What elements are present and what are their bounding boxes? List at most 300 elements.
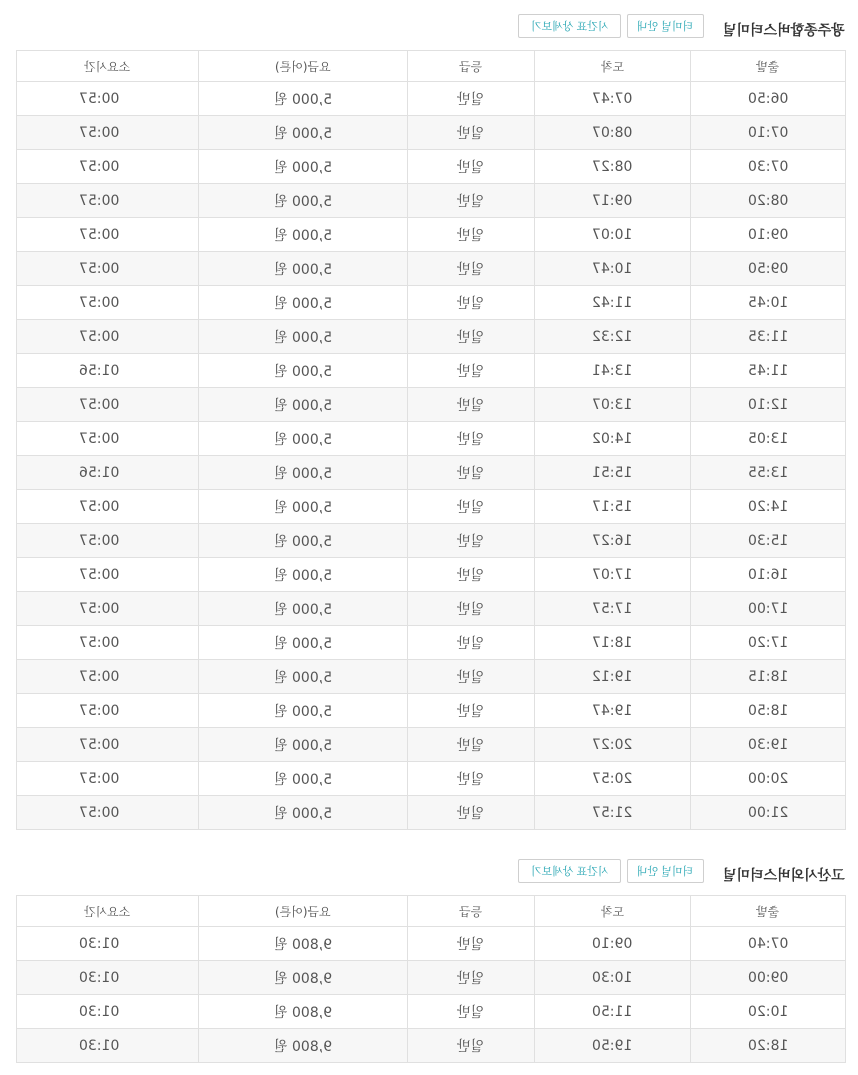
- cell-duration-text: 00:57: [79, 498, 120, 515]
- cell-duration: [17, 995, 199, 1029]
- cell-fare: [199, 184, 408, 218]
- cell-departure-text: 18:15: [747, 668, 788, 685]
- cell-arrival: [535, 558, 691, 592]
- cell-arrival-text: 08:27: [592, 158, 633, 175]
- table-row: [17, 456, 846, 490]
- cell-arrival: [535, 388, 691, 422]
- table-row: [17, 422, 846, 456]
- cell-arrival: [535, 592, 691, 626]
- terminal-title: [723, 20, 845, 40]
- cell-fare-text: 5,000 원: [274, 193, 333, 210]
- cell-grade-text: 일반: [457, 159, 485, 176]
- cell-departure: [691, 150, 846, 184]
- cell-grade-text: 일반: [457, 970, 485, 987]
- cell-arrival-text: 19:47: [592, 702, 633, 719]
- cell-duration-text: 00:57: [79, 702, 120, 719]
- cell-departure-text: 10:45: [747, 294, 788, 311]
- table-row: [17, 660, 846, 694]
- cell-fare-text: 5,000 원: [274, 499, 333, 516]
- cell-fare: [199, 1029, 408, 1063]
- table-row: [17, 388, 846, 422]
- cell-duration-text: 00:57: [79, 532, 120, 549]
- cell-fare: [199, 286, 408, 320]
- cell-departure: [691, 422, 846, 456]
- cell-departure: [691, 558, 846, 592]
- cell-departure-text: 14:20: [747, 498, 788, 515]
- cell-grade: [408, 558, 535, 592]
- timetable-detail-label: 시간표 상세보기: [530, 866, 609, 878]
- cell-fare-text: 5,000 원: [274, 125, 333, 142]
- cell-duration-text: 00:57: [79, 396, 120, 413]
- cell-departure: [691, 927, 846, 961]
- cell-fare: [199, 150, 408, 184]
- col-header-fare: [199, 51, 408, 82]
- cell-duration: [17, 660, 199, 694]
- col-header-fare: [199, 896, 408, 927]
- cell-departure-text: 17:20: [747, 634, 788, 651]
- cell-departure: [691, 1029, 846, 1063]
- cell-duration-text: 00:57: [79, 600, 120, 617]
- cell-grade: [408, 995, 535, 1029]
- col-header-arrival-text: 도착: [600, 59, 625, 74]
- table-row: [17, 728, 846, 762]
- cell-grade: [408, 961, 535, 995]
- cell-arrival-text: 10:47: [592, 260, 633, 277]
- cell-arrival-text: 19:12: [592, 668, 633, 685]
- table-row: [17, 82, 846, 116]
- cell-duration: [17, 422, 199, 456]
- cell-fare-text: 5,000 원: [274, 261, 333, 278]
- cell-duration-text: 00:57: [79, 634, 120, 651]
- cell-grade: [408, 626, 535, 660]
- cell-arrival-text: 09:10: [592, 935, 633, 952]
- cell-fare-text: 9,800 원: [274, 970, 333, 987]
- col-header-fare-text: 요금(어른): [275, 904, 331, 919]
- timetable-body: [17, 82, 846, 830]
- cell-arrival-text: 11:50: [592, 1003, 633, 1020]
- cell-grade: [408, 694, 535, 728]
- cell-arrival: [535, 286, 691, 320]
- cell-departure-text: 13:55: [747, 464, 788, 481]
- cell-arrival: [535, 626, 691, 660]
- cell-arrival-text: 15:17: [592, 498, 633, 515]
- cell-fare: [199, 927, 408, 961]
- cell-fare: [199, 82, 408, 116]
- cell-fare: [199, 995, 408, 1029]
- table-header-row: [17, 51, 846, 82]
- cell-duration: [17, 762, 199, 796]
- table-row: [17, 626, 846, 660]
- cell-fare-text: 5,000 원: [274, 703, 333, 720]
- cell-duration: [17, 694, 199, 728]
- cell-arrival: [535, 320, 691, 354]
- cell-duration-text: 01:30: [79, 1037, 120, 1054]
- cell-arrival: [535, 995, 691, 1029]
- cell-departure: [691, 388, 846, 422]
- cell-grade: [408, 927, 535, 961]
- section-header: [16, 859, 845, 889]
- cell-duration: [17, 82, 199, 116]
- cell-fare-text: 5,000 원: [274, 737, 333, 754]
- cell-arrival-text: 18:17: [592, 634, 633, 651]
- cell-fare: [199, 728, 408, 762]
- col-header-arrival: [535, 51, 691, 82]
- cell-departure: [691, 728, 846, 762]
- cell-fare-text: 5,000 원: [274, 431, 333, 448]
- cell-duration: [17, 320, 199, 354]
- cell-departure: [691, 320, 846, 354]
- cell-departure-text: 07:30: [747, 158, 788, 175]
- table-row: [17, 524, 846, 558]
- cell-grade-text: 일반: [457, 261, 485, 278]
- col-header-duration-text: 소요시간: [84, 904, 131, 919]
- col-header-arrival: [535, 896, 691, 927]
- col-header-arrival-text: 도착: [600, 904, 625, 919]
- cell-grade-text: 일반: [457, 703, 485, 720]
- cell-fare-text: 5,000 원: [274, 465, 333, 482]
- cell-arrival-text: 17:57: [592, 600, 633, 617]
- cell-departure-text: 18:20: [747, 1037, 788, 1054]
- cell-departure-text: 16:10: [747, 566, 788, 583]
- table-row: [17, 694, 846, 728]
- cell-fare: [199, 218, 408, 252]
- cell-grade-text: 일반: [457, 363, 485, 380]
- cell-arrival: [535, 456, 691, 490]
- cell-fare: [199, 388, 408, 422]
- cell-fare: [199, 592, 408, 626]
- cell-departure-text: 07:10: [747, 124, 788, 141]
- cell-arrival: [535, 728, 691, 762]
- timetable: [16, 895, 846, 1063]
- table-row: [17, 252, 846, 286]
- col-header-grade-text: 등급: [459, 904, 483, 919]
- col-header-departure-text: 출발: [756, 59, 780, 74]
- cell-grade-text: 일반: [457, 635, 485, 652]
- cell-fare: [199, 490, 408, 524]
- cell-departure-text: 15:30: [747, 532, 788, 549]
- cell-duration-text: 00:57: [79, 124, 120, 141]
- cell-grade-text: 일반: [457, 397, 485, 414]
- cell-grade-text: 일반: [457, 737, 485, 754]
- table-row: [17, 995, 846, 1029]
- cell-fare: [199, 961, 408, 995]
- cell-arrival: [535, 1029, 691, 1063]
- col-header-departure: [691, 51, 846, 82]
- cell-arrival: [535, 524, 691, 558]
- cell-arrival-text: 17:07: [592, 566, 633, 583]
- timetable: [16, 50, 846, 830]
- cell-grade-text: 일반: [457, 1004, 485, 1021]
- cell-fare-text: 5,000 원: [274, 227, 333, 244]
- col-header-grade: [408, 896, 535, 927]
- cell-fare: [199, 762, 408, 796]
- cell-duration: [17, 927, 199, 961]
- cell-departure: [691, 995, 846, 1029]
- cell-duration: [17, 524, 199, 558]
- table-row: [17, 1029, 846, 1063]
- table-header-row: [17, 896, 846, 927]
- table-row: [17, 961, 846, 995]
- cell-departure-text: 10:20: [747, 1003, 788, 1020]
- cell-departure-text: 11:35: [747, 328, 788, 345]
- cell-grade: [408, 286, 535, 320]
- cell-grade: [408, 422, 535, 456]
- cell-duration: [17, 116, 199, 150]
- cell-grade: [408, 184, 535, 218]
- cell-fare: [199, 354, 408, 388]
- col-header-grade: [408, 51, 535, 82]
- table-row: [17, 184, 846, 218]
- cell-duration-text: 01:56: [79, 464, 120, 481]
- cell-duration-text: 00:57: [79, 260, 120, 277]
- cell-grade-text: 일반: [457, 431, 485, 448]
- cell-grade-text: 일반: [457, 499, 485, 516]
- cell-fare: [199, 796, 408, 830]
- terminal-title-text: 광주종합버스터미널: [723, 23, 845, 39]
- cell-grade-text: 일반: [457, 601, 485, 618]
- cell-fare: [199, 524, 408, 558]
- cell-duration-text: 00:57: [79, 770, 120, 787]
- timetable-section-gwangju: [16, 14, 845, 830]
- cell-grade-text: 일반: [457, 91, 485, 108]
- cell-departure-text: 17:00: [747, 600, 788, 617]
- cell-grade: [408, 728, 535, 762]
- cell-arrival-text: 12:32: [592, 328, 633, 345]
- cell-grade-text: 일반: [457, 669, 485, 686]
- cell-duration-text: 01:30: [79, 1003, 120, 1020]
- cell-duration-text: 00:57: [79, 668, 120, 685]
- section-header: [16, 14, 845, 44]
- cell-grade-text: 일반: [457, 465, 485, 482]
- terminal-title: [723, 865, 845, 885]
- cell-departure: [691, 592, 846, 626]
- cell-arrival-text: 15:51: [592, 464, 633, 481]
- cell-fare-text: 5,000 원: [274, 635, 333, 652]
- col-header-duration-text: 소요시간: [84, 59, 131, 74]
- cell-grade: [408, 82, 535, 116]
- cell-duration: [17, 592, 199, 626]
- cell-arrival-text: 08:07: [592, 124, 633, 141]
- timetable-detail-button[interactable]: [518, 14, 621, 38]
- cell-arrival-text: 07:47: [592, 90, 633, 107]
- cell-arrival: [535, 762, 691, 796]
- timetable-body: [17, 927, 846, 1063]
- cell-departure: [691, 184, 846, 218]
- terminal-info-label: 터미널 안내: [637, 866, 694, 878]
- terminal-info-button[interactable]: [627, 859, 704, 883]
- cell-duration-text: 00:57: [79, 226, 120, 243]
- cell-grade-text: 일반: [457, 125, 485, 142]
- cell-duration: [17, 286, 199, 320]
- cell-arrival-text: 09:17: [592, 192, 633, 209]
- cell-fare: [199, 558, 408, 592]
- table-row: [17, 320, 846, 354]
- cell-arrival: [535, 82, 691, 116]
- cell-fare: [199, 660, 408, 694]
- cell-arrival: [535, 150, 691, 184]
- cell-arrival: [535, 184, 691, 218]
- cell-duration-text: 00:57: [79, 804, 120, 821]
- cell-fare-text: 9,800 원: [274, 1004, 333, 1021]
- cell-grade: [408, 524, 535, 558]
- cell-grade-text: 일반: [457, 1038, 485, 1055]
- col-header-duration: [17, 51, 199, 82]
- col-header-duration: [17, 896, 199, 927]
- timetable-detail-button[interactable]: [518, 859, 621, 883]
- cell-grade-text: 일반: [457, 936, 485, 953]
- terminal-info-label: 터미널 안내: [637, 21, 694, 33]
- cell-duration-text: 00:57: [79, 294, 120, 311]
- cell-departure-text: 21:00: [747, 804, 788, 821]
- cell-duration-text: 00:57: [79, 90, 120, 107]
- cell-departure-text: 11:45: [747, 362, 788, 379]
- table-row: [17, 354, 846, 388]
- table-row: [17, 150, 846, 184]
- cell-fare-text: 5,000 원: [274, 567, 333, 584]
- cell-departure-text: 12:10: [747, 396, 788, 413]
- cell-duration: [17, 796, 199, 830]
- cell-grade-text: 일반: [457, 567, 485, 584]
- cell-grade-text: 일반: [457, 805, 485, 822]
- table-row: [17, 558, 846, 592]
- terminal-title-text: 고산시외버스터미널: [723, 868, 845, 884]
- timetable-detail-label: 시간표 상세보기: [530, 21, 609, 33]
- cell-departure: [691, 490, 846, 524]
- cell-duration: [17, 626, 199, 660]
- cell-grade: [408, 388, 535, 422]
- cell-departure: [691, 456, 846, 490]
- cell-duration-text: 00:57: [79, 566, 120, 583]
- col-header-grade-text: 등급: [459, 59, 483, 74]
- cell-departure: [691, 286, 846, 320]
- timetable-section-gosan: [16, 859, 845, 1063]
- cell-departure: [691, 762, 846, 796]
- cell-departure-text: 09:00: [747, 969, 788, 986]
- cell-grade-text: 일반: [457, 533, 485, 550]
- col-header-departure: [691, 896, 846, 927]
- cell-fare-text: 5,000 원: [274, 533, 333, 550]
- table-row: [17, 490, 846, 524]
- cell-fare: [199, 422, 408, 456]
- table-row: [17, 796, 846, 830]
- cell-grade: [408, 762, 535, 796]
- cell-departure: [691, 524, 846, 558]
- table-row: [17, 218, 846, 252]
- cell-departure-text: 06:50: [747, 90, 788, 107]
- cell-fare-text: 9,800 원: [274, 936, 333, 953]
- table-row: [17, 286, 846, 320]
- cell-fare-text: 5,000 원: [274, 363, 333, 380]
- cell-fare-text: 5,000 원: [274, 91, 333, 108]
- table-row: [17, 927, 846, 961]
- cell-arrival-text: 10:30: [592, 969, 633, 986]
- cell-duration-text: 01:30: [79, 935, 120, 952]
- table-row: [17, 592, 846, 626]
- cell-fare-text: 5,000 원: [274, 805, 333, 822]
- cell-departure: [691, 796, 846, 830]
- cell-arrival-text: 11:42: [592, 294, 633, 311]
- cell-departure-text: 07:40: [747, 935, 788, 952]
- cell-fare: [199, 456, 408, 490]
- cell-grade: [408, 660, 535, 694]
- cell-arrival: [535, 116, 691, 150]
- cell-arrival-text: 20:57: [592, 770, 633, 787]
- cell-fare-text: 5,000 원: [274, 295, 333, 312]
- cell-duration: [17, 354, 199, 388]
- cell-duration-text: 00:57: [79, 158, 120, 175]
- cell-departure: [691, 218, 846, 252]
- cell-duration: [17, 728, 199, 762]
- cell-duration-text: 00:57: [79, 192, 120, 209]
- cell-grade: [408, 490, 535, 524]
- cell-departure-text: 13:05: [747, 430, 788, 447]
- cell-duration-text: 01:56: [79, 362, 120, 379]
- cell-fare: [199, 626, 408, 660]
- cell-arrival-text: 19:50: [592, 1037, 633, 1054]
- cell-arrival-text: 21:57: [592, 804, 633, 821]
- cell-arrival-text: 13:41: [592, 362, 633, 379]
- cell-arrival: [535, 218, 691, 252]
- cell-arrival: [535, 354, 691, 388]
- cell-grade: [408, 1029, 535, 1063]
- cell-departure: [691, 660, 846, 694]
- cell-arrival-text: 14:02: [592, 430, 633, 447]
- cell-fare-text: 5,000 원: [274, 397, 333, 414]
- cell-duration-text: 00:57: [79, 430, 120, 447]
- cell-departure-text: 09:50: [747, 260, 788, 277]
- cell-departure: [691, 354, 846, 388]
- cell-arrival: [535, 796, 691, 830]
- cell-fare: [199, 694, 408, 728]
- cell-arrival: [535, 961, 691, 995]
- cell-fare: [199, 320, 408, 354]
- cell-departure-text: 20:00: [747, 770, 788, 787]
- cell-duration: [17, 456, 199, 490]
- cell-grade: [408, 252, 535, 286]
- cell-grade-text: 일반: [457, 193, 485, 210]
- cell-grade-text: 일반: [457, 295, 485, 312]
- cell-arrival: [535, 422, 691, 456]
- cell-departure: [691, 694, 846, 728]
- cell-grade: [408, 320, 535, 354]
- cell-departure: [691, 626, 846, 660]
- cell-grade: [408, 456, 535, 490]
- cell-fare: [199, 116, 408, 150]
- cell-departure: [691, 82, 846, 116]
- cell-duration: [17, 252, 199, 286]
- cell-duration-text: 01:30: [79, 969, 120, 986]
- cell-duration: [17, 218, 199, 252]
- cell-duration: [17, 150, 199, 184]
- cell-duration: [17, 1029, 199, 1063]
- cell-arrival: [535, 490, 691, 524]
- cell-departure: [691, 961, 846, 995]
- cell-arrival-text: 13:07: [592, 396, 633, 413]
- cell-departure-text: 08:20: [747, 192, 788, 209]
- cell-grade: [408, 592, 535, 626]
- cell-arrival-text: 20:27: [592, 736, 633, 753]
- cell-grade-text: 일반: [457, 771, 485, 788]
- terminal-info-button[interactable]: [627, 14, 704, 38]
- cell-departure-text: 09:10: [747, 226, 788, 243]
- col-header-fare-text: 요금(어른): [275, 59, 331, 74]
- cell-grade-text: 일반: [457, 329, 485, 346]
- cell-duration: [17, 961, 199, 995]
- cell-fare-text: 5,000 원: [274, 601, 333, 618]
- cell-grade: [408, 218, 535, 252]
- cell-arrival: [535, 252, 691, 286]
- cell-duration-text: 00:57: [79, 736, 120, 753]
